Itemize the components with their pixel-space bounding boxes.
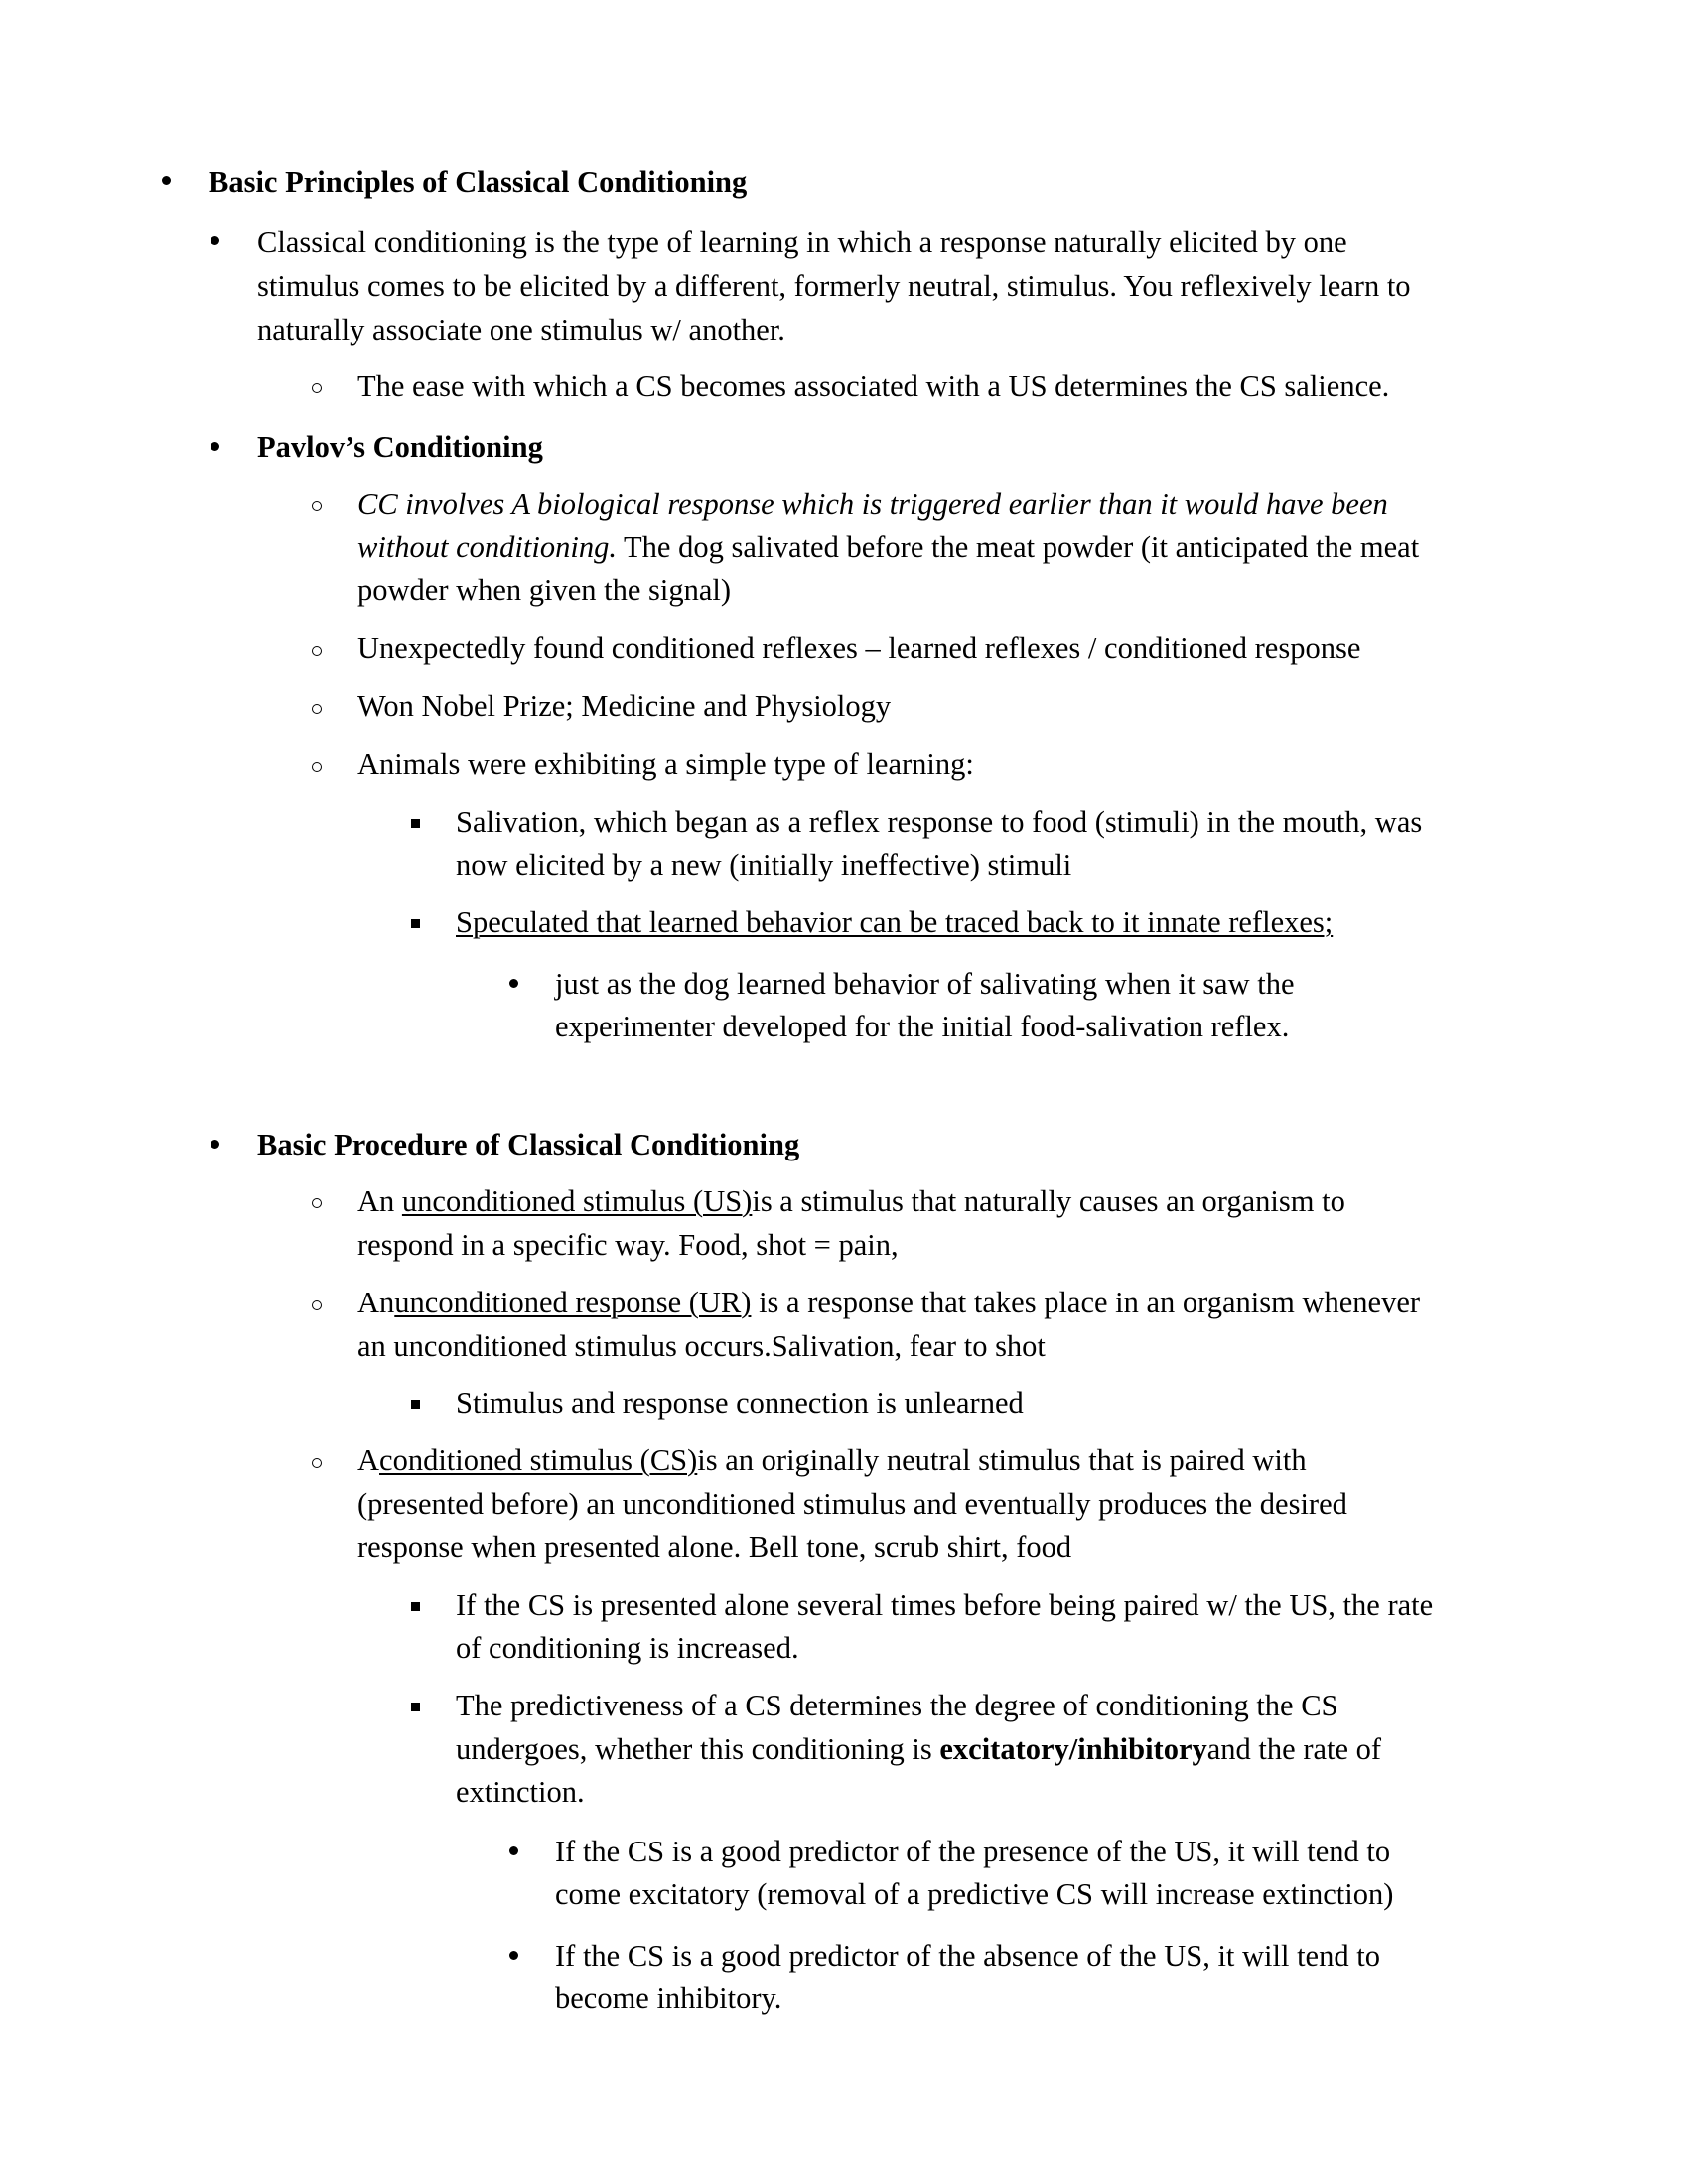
bullet-icon — [162, 176, 171, 185]
circle-bullet-icon — [312, 646, 322, 656]
text-line: now elicited by a new (initially ineffective) stimuli — [456, 848, 1072, 882]
circle-bullet-icon — [312, 1198, 322, 1208]
bullet-icon — [509, 979, 518, 988]
text-line: of conditioning is increased. — [456, 1631, 799, 1665]
text-line: come excitatory (removal of a predictive CS will increase extinction) — [555, 1877, 1394, 1911]
square-bullet-icon — [411, 1602, 420, 1611]
text-line: Salivation, which began as a reflex response to food (stimuli) in the mouth, was — [456, 805, 1423, 839]
text-line: naturally associate one stimulus w/ another. — [257, 313, 785, 346]
text-line: The predictiveness of a CS determines the degree of conditioning the CS — [456, 1689, 1338, 1722]
text-line: respond in a specific way. Food, shot = pain, — [357, 1228, 899, 1262]
square-bullet-icon — [411, 1703, 420, 1711]
circle-bullet-icon — [312, 762, 322, 772]
text-line: Animals were exhibiting a simple type of learning: — [357, 748, 974, 781]
bullet-icon — [211, 236, 219, 245]
text-line: The ease with which a CS becomes associated with a US determines the CS salience. — [357, 369, 1390, 403]
text-line: become inhibitory. — [555, 1981, 782, 2015]
bullet-icon — [509, 1951, 518, 1960]
text-line: stimulus comes to be elicited by a different, formerly neutral, stimulus. You reflexively learn to — [257, 269, 1411, 303]
text-line: response when presented alone. Bell tone, scrub shirt, food — [357, 1530, 1072, 1564]
text-line: extinction. — [456, 1775, 585, 1809]
circle-bullet-icon — [312, 383, 322, 393]
square-bullet-icon — [411, 819, 420, 828]
text-line: an unconditioned stimulus occurs.Salivation, fear to shot — [357, 1329, 1046, 1363]
text-line: powder when given the signal) — [357, 573, 732, 607]
section-heading-procedure: Basic Procedure of Classical Conditioning — [257, 1128, 800, 1161]
circle-bullet-icon — [312, 1458, 322, 1468]
text-line: undergoes, whether this conditioning is excitatory/inhibitoryand the rate of — [456, 1732, 1382, 1766]
text-line: Aconditioned stimulus (CS)is an originally neutral stimulus that is paired with — [357, 1443, 1307, 1477]
text-line: without conditioning. The dog salivated before the meat powder (it anticipated the meat — [357, 530, 1420, 564]
text-line: If the CS is a good predictor of the absence of the US, it will tend to — [555, 1939, 1380, 1973]
text-line: experimenter developed for the initial food-salivation reflex. — [555, 1010, 1290, 1043]
text-line: If the CS is presented alone several times before being paired w/ the US, the rate — [456, 1588, 1434, 1622]
text-line: Speculated that learned behavior can be traced back to it innate reflexes; — [456, 905, 1334, 939]
text-line: Classical conditioning is the type of learning in which a response naturally elicited by one — [257, 225, 1347, 259]
text-line: (presented before) an unconditioned stimulus and eventually produces the desired — [357, 1487, 1347, 1521]
text-line: Unexpectedly found conditioned reflexes – learned reflexes / conditioned response — [357, 631, 1361, 665]
bullet-icon — [211, 1140, 219, 1149]
section-heading-principles: Basic Principles of Classical Conditioning — [209, 165, 748, 199]
bullet-icon — [509, 1846, 518, 1855]
circle-bullet-icon — [312, 501, 322, 511]
text-line: Won Nobel Prize; Medicine and Physiology — [357, 689, 892, 723]
text-line: An unconditioned stimulus (US)is a stimulus that naturally causes an organism to — [357, 1184, 1345, 1218]
square-bullet-icon — [411, 919, 420, 928]
text-line: If the CS is a good predictor of the presence of the US, it will tend to — [555, 1835, 1391, 1868]
text-line: CC involves A biological response which is triggered earlier than it would have been — [357, 487, 1388, 521]
section-heading-pavlov: Pavlov’s Conditioning — [257, 430, 543, 464]
bullet-icon — [211, 442, 219, 451]
circle-bullet-icon — [312, 704, 322, 714]
text-line: just as the dog learned behavior of salivating when it saw the — [555, 967, 1295, 1001]
text-line: Anunconditioned response (UR) is a response that takes place in an organism whenever — [357, 1286, 1421, 1319]
text-line: Stimulus and response connection is unlearned — [456, 1386, 1024, 1420]
circle-bullet-icon — [312, 1300, 322, 1310]
square-bullet-icon — [411, 1400, 420, 1409]
